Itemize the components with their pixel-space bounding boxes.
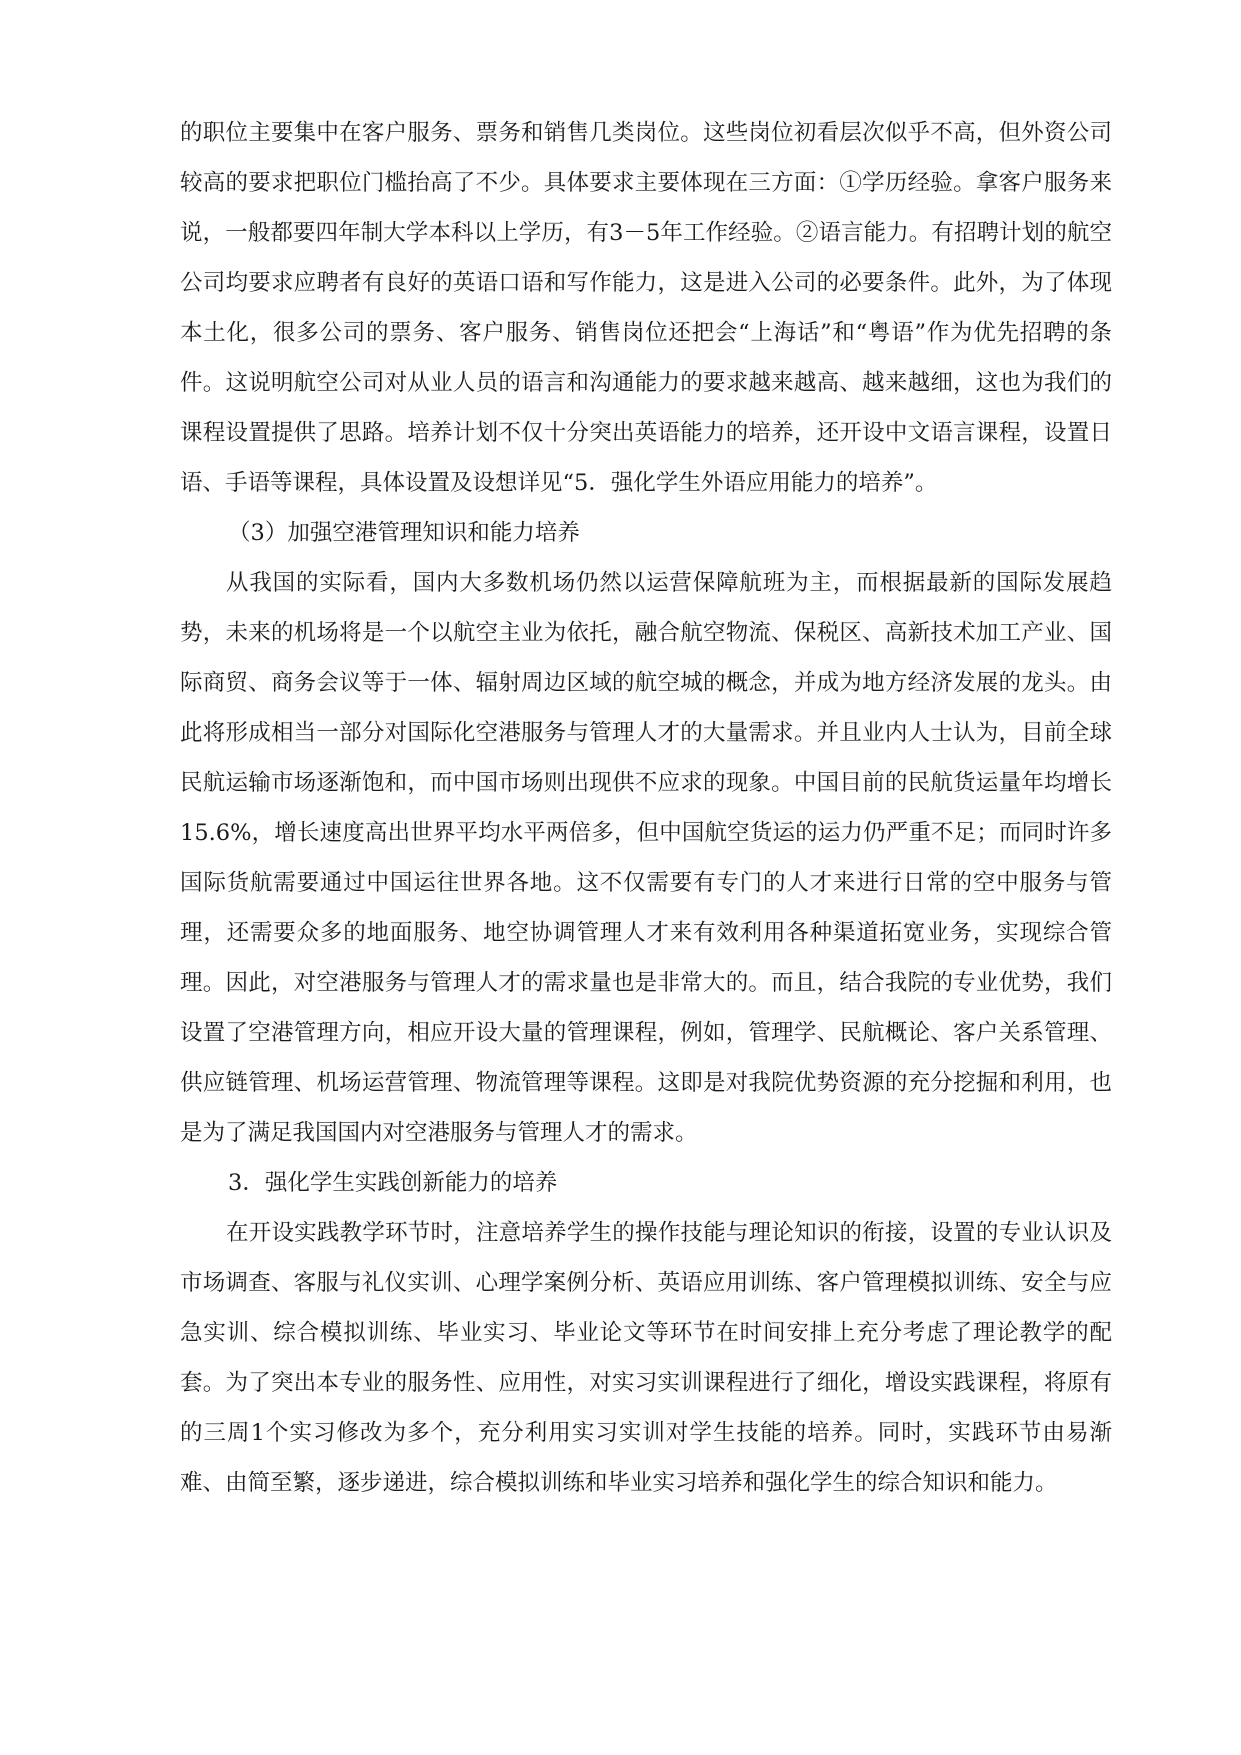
body-paragraph-practice-innovation: 在开设实践教学环节时，注意培养学生的操作技能与理论知识的衔接，设置的专业认识及市场调查、客服与礼仪实训、心理学案例分析、英语应用训练、客户管理模拟训练、安全与应急实训、综合模拟训练、毕业实习、毕业论文等环节在时间安排上充分考虑了理论教学的配套。为了突出本专业的服务性、应用性，对实习实训课程进行了细化，增设实践课程，将原有的三周1个实习修改为多个，充分利用实习实训对学生技能的培养。同时，实践环节由易渐难、由简至繁，逐步递进，综合模拟训练和毕业实习培养和强化学生的综合知识和能力。 — [180, 1220, 1112, 1496]
section-heading-airport-management: （3）加强空港管理知识和能力培养 — [228, 520, 580, 546]
document-page — [180, 108, 1112, 1508]
section-heading-practice-innovation: 3．强化学生实践创新能力的培养 — [228, 1170, 558, 1196]
body-paragraph-airport-management: 从我国的实际看，国内大多数机场仍然以运营保障航班为主，而根据最新的国际发展趋势，未来的机场将是一个以航空主业为依托，融合航空物流、保税区、高新技术加工产业、国际商贸、商务会议等于一体、辐射周边区域的航空城的概念，并成为地方经济发展的龙头。由此将形成相当一部分对国际化空港服务与管理人才的大量需求。并且业内人士认为，目前全球民航运输市场逐渐饱和，而中国市场则出现供不应求的现象。中国目前的民航货运量年均增长15.6%，增长速度高出世界平均水平两倍多，但中国航空货运的运力仍严重不足；而同时许多国际货航需要通过中国运往世界各地。这不仅需要有专门的人才来进行日常的空中服务与管理，还需要众多的地面服务、地空协调管理人才来有效利用各种渠道拓宽业务，实现综合管理。因此，对空港服务与管理人才的需求量也是非常大的。而且，结合我院的专业优势，我们设置了空港管理方向，相应开设大量的管理课程，例如，管理学、民航概论、客户关系管理、供应链管理、机场运营管理、物流管理等课程。这即是对我院优势资源的充分挖掘和利用，也是为了满足我国国内对空港服务与管理人才的需求。 — [180, 570, 1112, 1146]
body-paragraph-continued: 的职位主要集中在客户服务、票务和销售几类岗位。这些岗位初看层次似乎不高，但外资公司较高的要求把职位门槛抬高了不少。具体要求主要体现在三方面：①学历经验。拿客户服务来说，一般都要四年制大学本科以上学历，有3－5年工作经验。②语言能力。有招聘计划的航空公司均要求应聘者有良好的英语口语和写作能力，这是进入公司的必要条件。此外，为了体现本土化，很多公司的票务、客户服务、销售岗位还把会“上海话”和“粤语”作为优先招聘的条件。这说明航空公司对从业人员的语言和沟通能力的要求越来越高、越来越细，这也为我们的课程设置提供了思路。培养计划不仅十分突出英语能力的培养，还开设中文语言课程，设置日语、手语等课程，具体设置及设想详见“5．强化学生外语应用能力的培养”。 — [180, 120, 1112, 496]
